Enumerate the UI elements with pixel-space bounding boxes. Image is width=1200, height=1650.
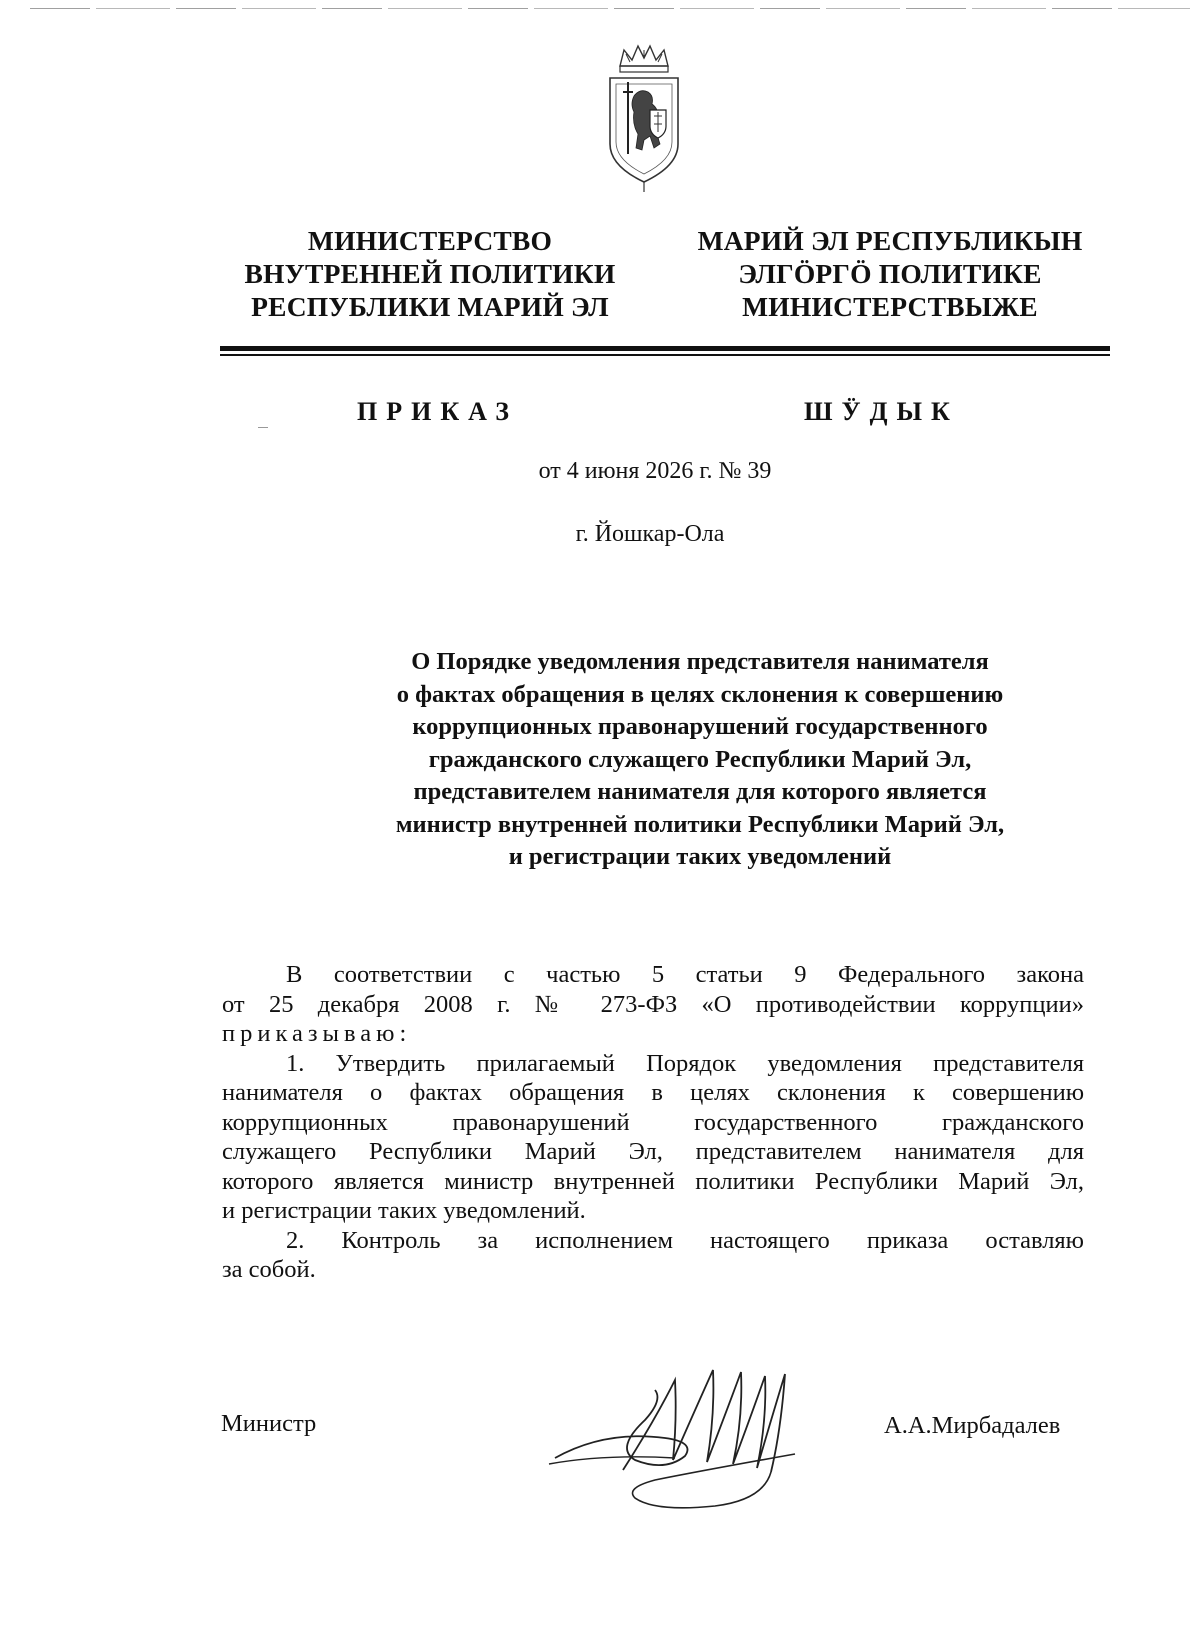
order-date-number: от 4 июня 2026 г. № 39 [538,458,772,484]
order-title-line: О Порядке уведомления представителя нанимателя [411,648,989,675]
item-1-line: коррупционных правонарушений государственного гражданского [222,1108,1084,1136]
order-title-line: и регистрации таких уведомлений [508,843,892,870]
signatory-name: А.А.Мирбадалев [884,1412,1061,1439]
ministry-name-mari-line: МИНИСТЕРСТВЫЖЕ [742,291,1038,322]
signatory-position: Министр [221,1410,317,1437]
scan-artifact-line [30,8,1190,9]
item-2-line: 2. Контроль за исполнением настоящего приказа оставляю [286,1226,1084,1254]
preamble-line: приказываю: [222,1020,412,1047]
scan-tick-mark [258,427,268,428]
item-1-line: служащего Республики Марий Эл, представителем нанимателя для [222,1138,1084,1165]
ministry-name-mari [660,224,1120,323]
order-title [250,646,1150,874]
ministry-name-russian-line: ВНУТРЕННЕЙ ПОЛИТИКИ [244,258,616,289]
doc-type-russian: ПРИКАЗ [357,397,519,426]
preamble-line: В соответствии с частью 5 статьи 9 Федерального закона [286,961,1084,988]
item-2-line: за собой. [222,1256,316,1283]
item-1-line: которого является министр внутренней политики Республики Марий Эл, [222,1167,1084,1195]
coat-of-arms-emblem [604,44,684,194]
item-1-line: 1. Утвердить прилагаемый Порядок уведомления представителя [286,1049,1084,1077]
order-title-line: министр внутренней политики Республики Марий Эл, [395,810,1005,838]
ministry-name-russian-line: РЕСПУБЛИКИ МАРИЙ ЭЛ [251,291,609,322]
order-title-line: о фактах обращения в целях склонения к совершению [396,680,1004,708]
order-title-line: представителем нанимателя для которого является [413,778,987,805]
ministry-name-russian [210,224,650,323]
order-place: г. Йошкар-Ола [575,521,725,547]
ministry-name-russian-line: МИНИСТЕРСТВО [307,225,553,256]
order-body [222,960,1084,1285]
doc-type-mari: ШӰДЫК [804,397,959,426]
item-1-line: нанимателя о фактах обращения в целях склонения к совершению [222,1079,1084,1106]
item-1-line: и регистрации таких уведомлений. [222,1197,586,1224]
ministry-name-mari-line: ЭЛГӦРГӦ ПОЛИТИКЕ [738,258,1042,289]
handwritten-signature [545,1360,825,1515]
header-divider-thin [220,354,1110,356]
ministry-name-mari-line: МАРИЙ ЭЛ РЕСПУБЛИКЫН [697,225,1083,256]
preamble-line: от 25 декабря 2008 г. № 273-ФЗ «О противодействии коррупции» [222,990,1084,1018]
order-title-line: коррупционных правонарушений государственного [412,713,988,740]
header-divider-thick [220,346,1110,351]
order-title-line: гражданского служащего Республики Марий Эл, [428,745,972,773]
